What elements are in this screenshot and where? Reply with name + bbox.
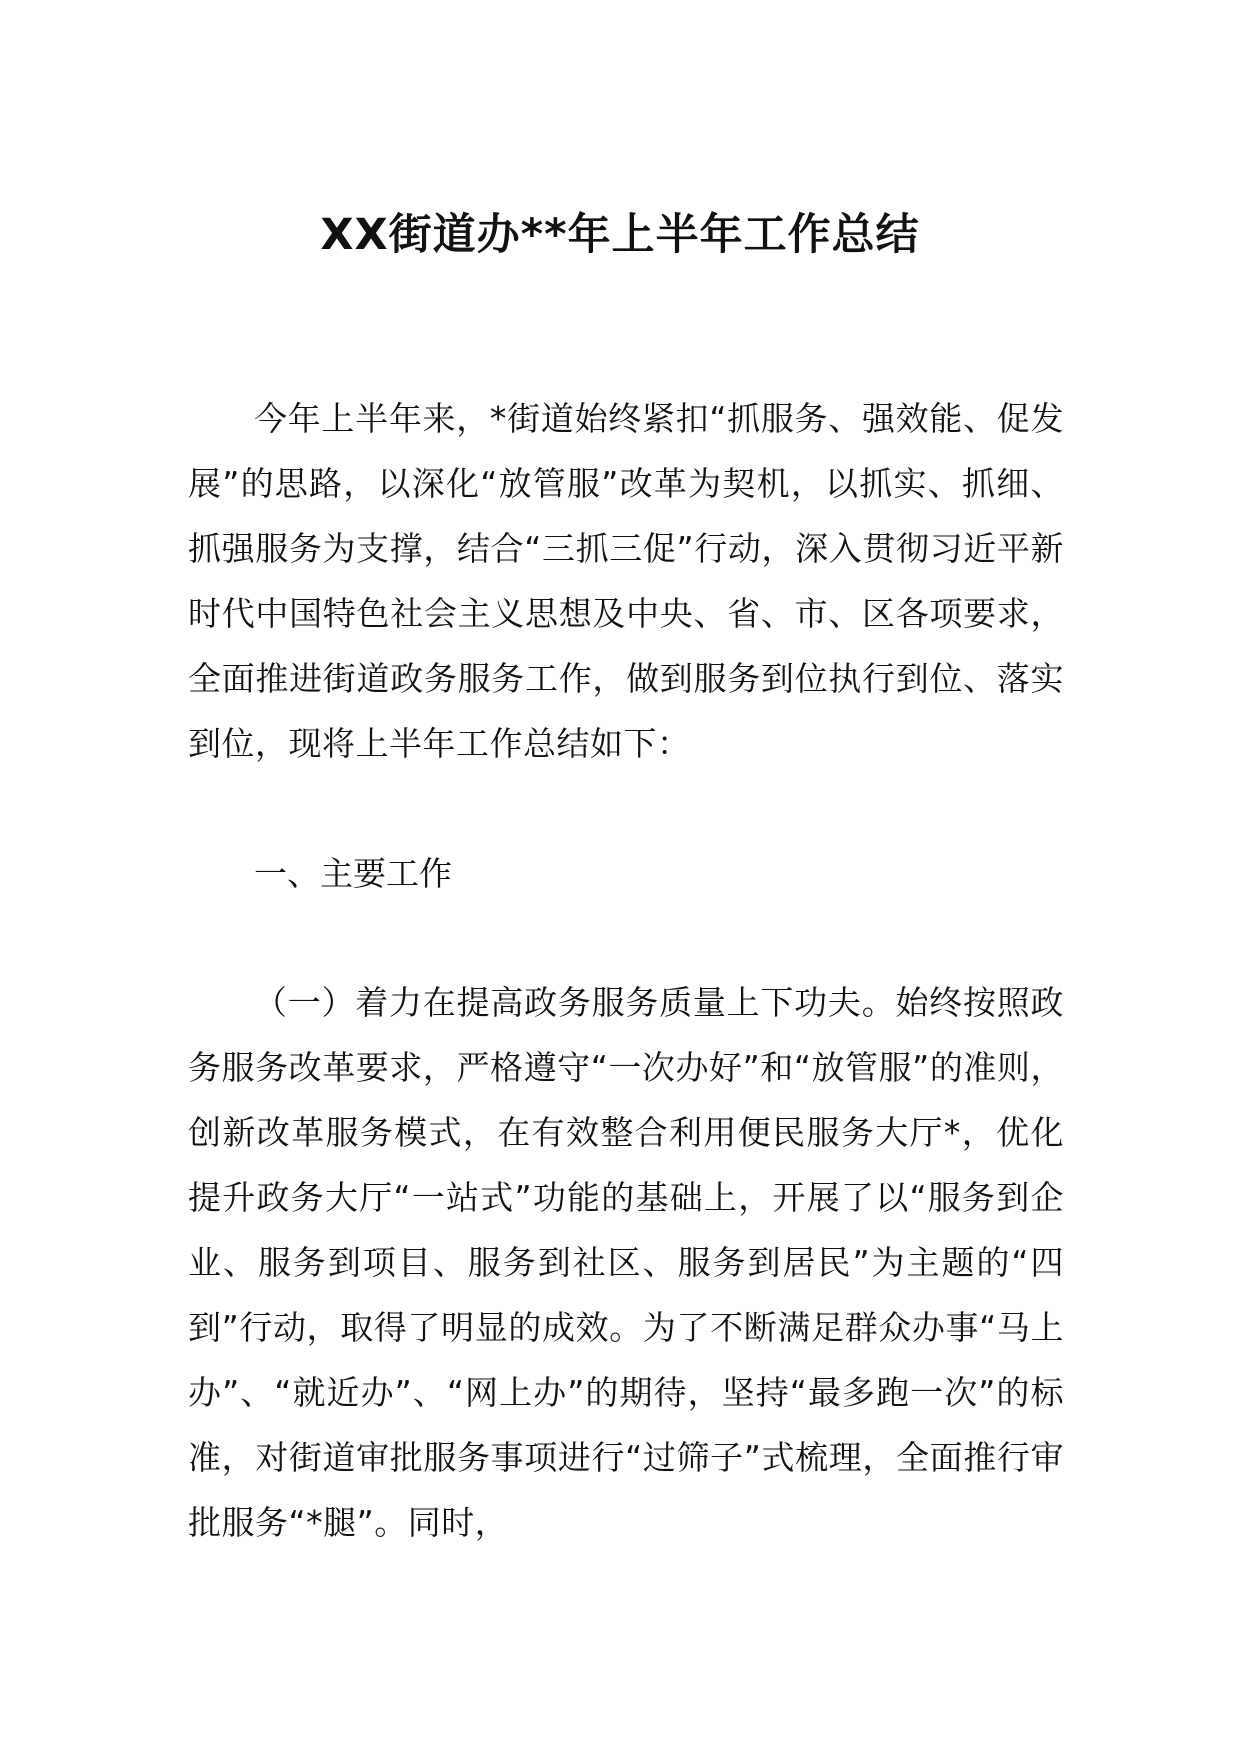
section-heading-main-work: 一、主要工作 xyxy=(254,854,452,893)
section-1-paragraph: （一）着力在提高政务服务质量上下功夫。始终按照政务服务改革要求，严格遵守“一次办好”和“放管服”的准则，创新改革服务模式，在有效整合利用便民服务大厅*，优化提升政务大厅“一站式”功能的基础上，开展了以“服务到企业、服务到项目、服务到社区、服务到居民”为主题的“四到”行动，取得了明显的成效。为了不断满足群众办事“马上办”、“就近办”、“网上办”的期待，坚持“最多跑一次”的标准，对街道审批服务事项进行“过筛子”式梳理，全面推行审批服务“*腿”。同时， xyxy=(188,983,1064,1542)
intro-paragraph: 今年上半年来，*街道始终紧扣“抓服务、强效能、促发展”的思路，以深化“放管服”改革为契机，以抓实、抓细、抓强服务为支撑，结合“三抓三促”行动，深入贯彻习近平新时代中国特色社会主义思想及中央、省、市、区各项要求，全面推进街道政务服务工作，做到服务到位执行到位、落实到位，现将上半年工作总结如下： xyxy=(188,399,1064,763)
document-title: XX街道办**年上半年工作总结 xyxy=(320,210,920,260)
